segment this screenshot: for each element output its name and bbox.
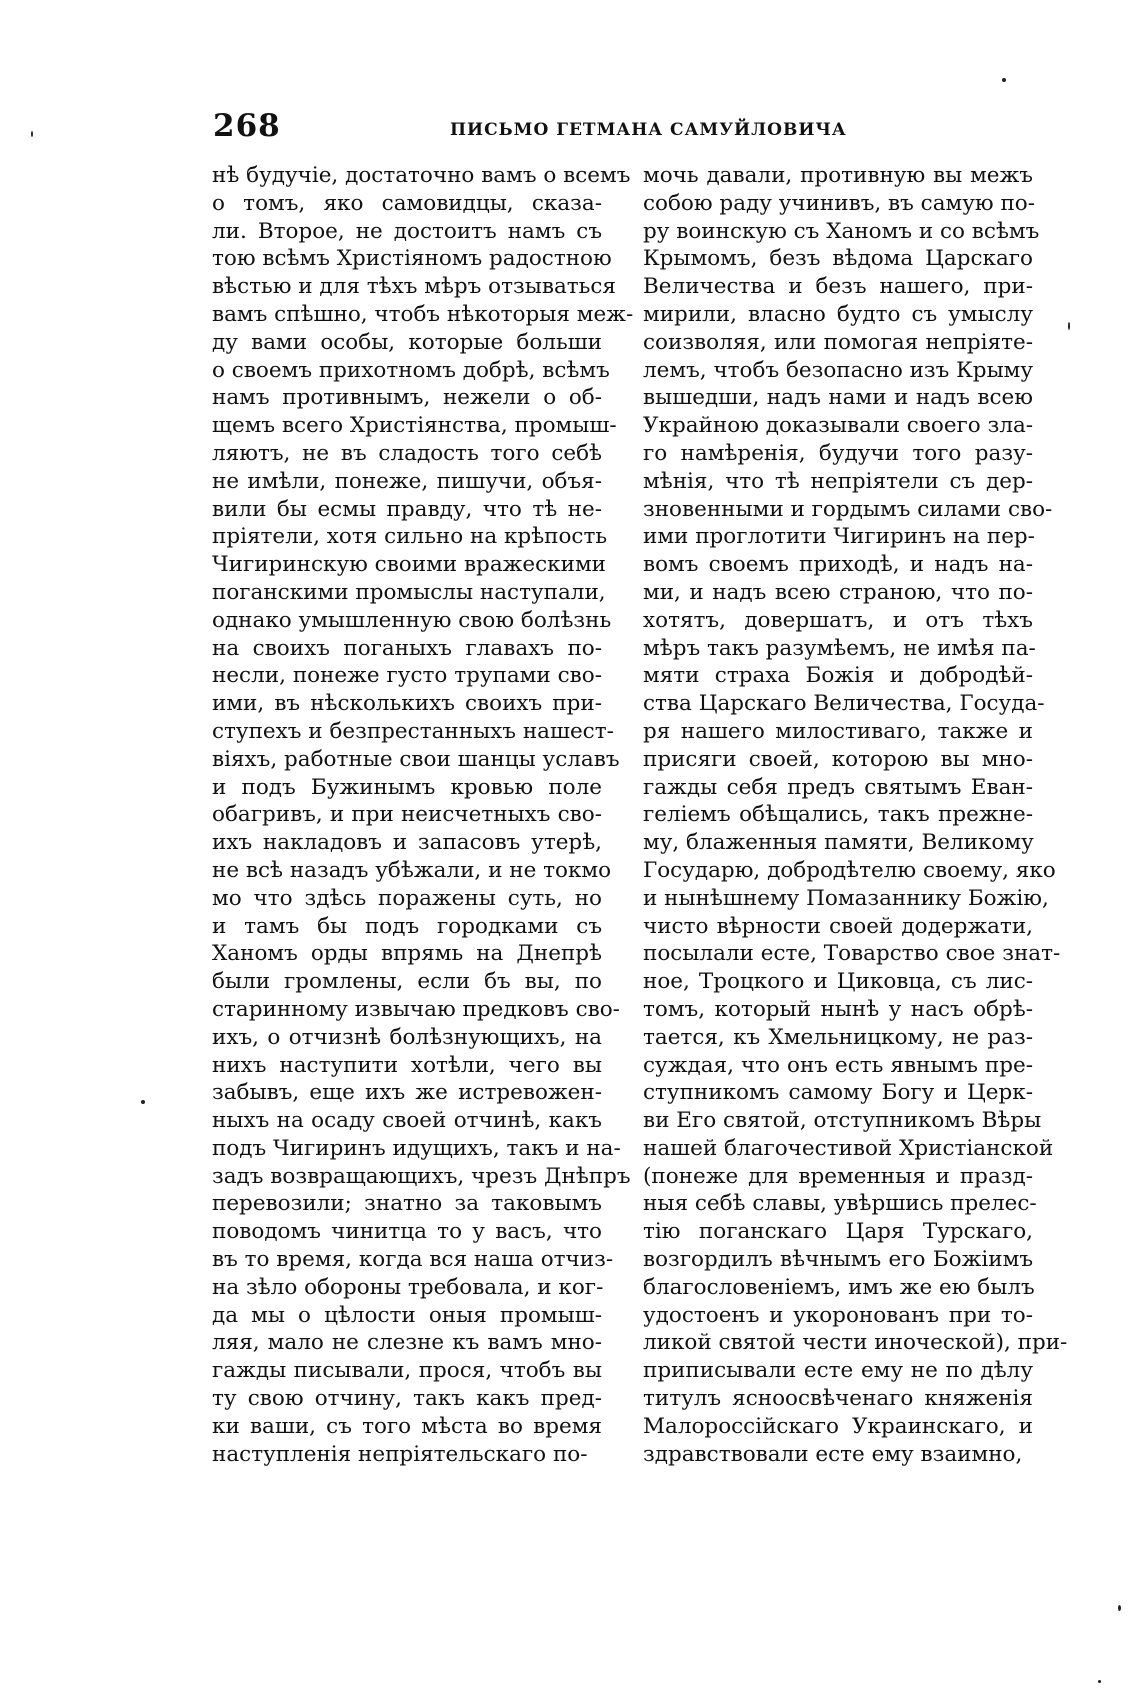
left-column-line: ду вами особы, которые больши (212, 329, 602, 355)
ink-speck (1002, 78, 1006, 82)
ink-speck (31, 131, 33, 137)
right-column-line: зновенными и гордымъ силами сво- (643, 496, 1053, 522)
left-column-line: несли, понеже густо трупами сво- (212, 663, 602, 689)
right-column-line: му, блаженныя памяти, Великому (643, 830, 1034, 856)
left-column-line: забывъ, еще ихъ же истревожен- (212, 1080, 602, 1106)
left-column-line: ныхъ на осаду своей отчинѣ, какъ (212, 1108, 602, 1134)
right-column-line: Украйною доказывали своего зла- (643, 413, 1034, 439)
right-column-line: (понеже для временныя и празд- (643, 1163, 1033, 1189)
left-column-line: на зѣло обороны требовала, и ког- (212, 1274, 604, 1300)
right-column-line: чисто вѣрности своей додержати, (643, 913, 1033, 939)
right-column-line: геліемъ обѣщались, такъ прежне- (643, 802, 1033, 828)
left-column-line: ки ваши, съ того мѣста во время (212, 1413, 602, 1439)
right-column-line: тію поганскаго Царя Турскаго, (643, 1219, 1033, 1245)
left-column-line: о своемъ прихотномъ добрѣ, всѣмъ (212, 357, 610, 383)
left-column-line: поганскими промыслы наступали, (212, 579, 606, 605)
left-column-line: были громлены, если бъ вы, по (212, 969, 602, 995)
right-column-line: хотятъ, довершатъ, и отъ тѣхъ (643, 607, 1033, 633)
right-column-line: Крымомъ, безъ вѣдома Царскаго (643, 246, 1033, 272)
left-column-line: гажды писывали, прося, чтобъ вы (212, 1358, 602, 1384)
right-column-line: мѣръ такъ разумѣемъ, не имѣя па- (643, 635, 1036, 661)
right-column-line: ступникомъ самому Богу и Церк- (643, 1080, 1033, 1106)
left-column-line: не всѣ назадъ убѣжали, и не токмо (212, 857, 612, 883)
ink-speck (1118, 1605, 1121, 1611)
right-column-line: тается, къ Хмельницкому, не раз- (643, 1024, 1033, 1050)
left-column-line: наступленія непріятельскаго по- (212, 1441, 588, 1467)
left-column-line: пріятели, хотя сильно на крѣпость (212, 524, 608, 550)
right-column-line: вомъ своемъ приходѣ, и надъ на- (643, 552, 1033, 578)
right-column-line: ное, Троцкого и Циковца, съ лис- (643, 969, 1033, 995)
right-column-line: мѣнія, что тѣ непріятели съ дер- (643, 468, 1033, 494)
right-column-line: возгордилъ вѣчнымъ его Божіимъ (643, 1247, 1033, 1273)
right-column-line: лемъ, чтобъ безопасно изъ Крыму (643, 357, 1034, 383)
left-column-line: и тамъ бы подъ городками съ (212, 913, 602, 939)
left-column-line: щемъ всего Христіянства, промыш- (212, 413, 617, 439)
right-column-line: ства Царскаго Величества, Госуда- (643, 691, 1045, 717)
left-column-line: и подъ Бужинымъ кровью поле (212, 774, 602, 800)
right-column-line: Государю, добродѣтелю своему, яко (643, 857, 1056, 883)
ink-speck (1098, 1680, 1101, 1683)
right-column-line: го намѣренія, будучи того разу- (643, 440, 1033, 466)
right-column-line: ими проглотити Чигиринъ на пер- (643, 524, 1035, 550)
right-text-column (643, 162, 1068, 1468)
left-column-line: нихъ наступити хотѣли, чего вы (212, 1052, 602, 1078)
left-column-line: не имѣли, понеже, пишучи, объя- (212, 468, 602, 494)
left-column-line: въ то время, когда вся наша отчиз- (212, 1247, 614, 1273)
left-column-line: на своихъ поганыхъ главахъ по- (212, 635, 602, 661)
left-column-line: поводомъ чинитца то у васъ, что (212, 1219, 602, 1245)
left-column-line: однако умышленную свою болѣзнь (212, 607, 612, 633)
left-column-line: ту свою отчину, такъ какъ пред- (212, 1386, 602, 1412)
left-column-line: подъ Чигиринъ идущихъ, такъ и на- (212, 1135, 621, 1161)
right-column-line: благословеніемъ, имъ же ею былъ (643, 1274, 1035, 1300)
right-column-line: приписывали есте ему не по дѣлу (643, 1358, 1033, 1384)
left-column-line: Чигиринскую своими вражескими (212, 552, 607, 578)
left-column-line: ихъ накладовъ и запасовъ утерѣ, (212, 830, 602, 856)
right-column-line: ныя себѣ славы, увѣршись прелес- (643, 1191, 1037, 1217)
right-column-line: суждая, что онъ есть явнымъ пре- (643, 1052, 1033, 1078)
right-column-line: ликой святой чести иноческой), при- (643, 1330, 1068, 1356)
right-column-line: нашей благочестивой Христіанской (643, 1135, 1054, 1161)
right-column-line: вышедши, надъ нами и надъ всею (643, 385, 1033, 411)
left-column-line: перевозили; знатно за таковымъ (212, 1191, 602, 1217)
right-column-line: соизволяя, или помогая непріяте- (643, 329, 1033, 355)
left-column-line: мо что здѣсь поражены суть, но (212, 885, 602, 911)
right-column-line: собою раду учинивъ, въ самую по- (643, 190, 1035, 216)
left-column-line: вѣстью и для тѣхъ мѣръ отзыватьcя (212, 274, 616, 300)
right-column-line: титулъ ясноосвѣченаго княженія (643, 1386, 1033, 1412)
right-column-line: Малороссійскаго Украинскаго, и (643, 1413, 1033, 1439)
left-column-line: да мы о цѣлости оныя промыш- (212, 1302, 602, 1328)
right-column-line: и нынѣшнему Помазаннику Божію, (643, 885, 1049, 911)
ink-speck (141, 1100, 145, 1104)
right-column-line: мяти страха Божія и добродѣй- (643, 663, 1033, 689)
right-column-line: присяги своей, которою вы мно- (643, 746, 1033, 772)
right-column-line: ми, и надъ всею страною, что по- (643, 579, 1033, 605)
ink-speck (1068, 322, 1070, 330)
left-column-line: вамъ спѣшно, чтобъ нѣкоторыя меж- (212, 301, 634, 327)
right-column-line: здравствовали есте ему взаимно, (643, 1441, 1023, 1467)
right-column-line: мирили, власно будто съ умыслу (643, 301, 1033, 327)
right-column-line: томъ, который нынѣ у насъ обрѣ- (643, 996, 1033, 1022)
left-column-line: тою всѣмъ Христіяномъ радостною (212, 246, 612, 272)
left-column-line: ли. Второе, не достоитъ намъ съ (212, 218, 602, 244)
left-column-line: о томъ, яко самовидцы, сказа- (212, 190, 602, 216)
right-column-line: ви Его святой, отступникомъ Вѣры (643, 1108, 1042, 1134)
left-column-line: обагривъ, и при неисчетныхъ сво- (212, 802, 602, 828)
left-column-line: намъ противнымъ, нежели о об- (212, 385, 602, 411)
right-column-line: Величества и безъ нашего, при- (643, 274, 1033, 300)
left-column-line: задъ возвращающихъ, чрезъ Днѣпръ (212, 1163, 631, 1189)
right-column-line: посылали есте, Товарство свое знат- (643, 941, 1061, 967)
left-column-line: старинному извычаю предковъ сво- (212, 996, 620, 1022)
page-number: 268 (213, 108, 281, 144)
left-column-line: ихъ, о отчизнѣ болѣзнующихъ, на (212, 1024, 602, 1050)
left-column-line: віяхъ, работные свои шанцы уславъ (212, 746, 620, 772)
left-column-line: ступехъ и безпрестанныхъ нашест- (212, 718, 614, 744)
page-header (205, 108, 1045, 148)
left-column-line: Ханомъ орды впрямь на Днепрѣ (212, 941, 602, 967)
right-column-line: ру воинскую съ Ханомъ и со всѣмъ (643, 218, 1040, 244)
running-head: ПИСЬМО ГЕТМАНА САМУЙЛОВИЧА (450, 120, 847, 140)
left-column-line: вили бы есмы правду, что тѣ не- (212, 496, 602, 522)
right-column-line: удостоенъ и укоронованъ при то- (643, 1302, 1033, 1328)
left-column-line: ляя, мало не слезне къ вамъ мно- (212, 1330, 602, 1356)
left-text-column (212, 162, 634, 1468)
left-column-line: ими, въ нѣсколькихъ своихъ при- (212, 691, 602, 717)
left-column-line: ляютъ, не въ сладость того себѣ (212, 440, 602, 466)
right-column-line: гажды себя предъ святымъ Еван- (643, 774, 1033, 800)
right-column-line: ря нашего милостиваго, также и (643, 718, 1033, 744)
right-column-line: мочь давали, противную вы межъ (643, 163, 1033, 188)
left-column-line: нѣ будучіе, достаточно вамъ о всемъ (212, 163, 631, 188)
